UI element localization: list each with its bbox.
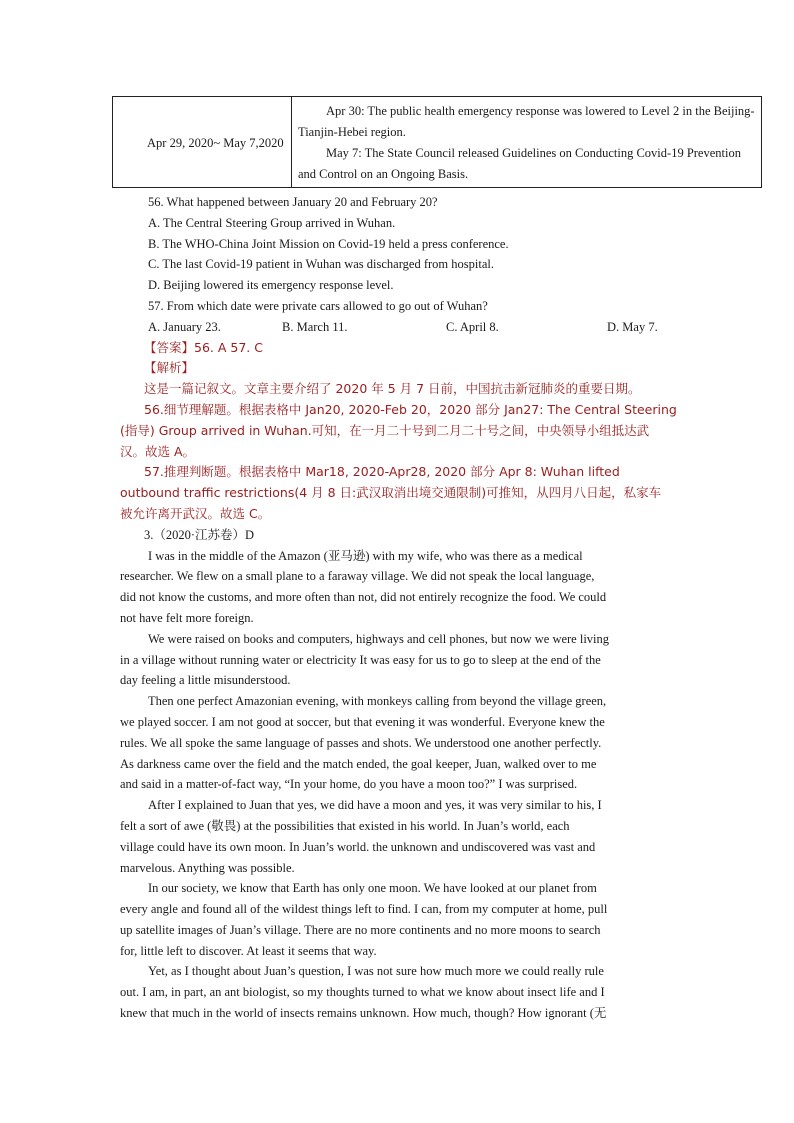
analysis-56: 56.细节理解题。根据表格中 Jan20, 2020-Feb 20，2020 部分 Jan27: The Central Steering bbox=[144, 401, 677, 417]
question-57: 57. From which date were private cars allowed to go out of Wuhan? bbox=[148, 298, 488, 313]
text-line: knew that much in the world of insects remains unknown. How much, though? How ignorant (无 bbox=[120, 1006, 607, 1021]
answer-label: 【答案】56. A 57. C bbox=[144, 339, 263, 355]
text-line: marvelous. Anything was possible. bbox=[120, 860, 295, 875]
analysis-57: outbound traffic restrictions(4 月 8 日:武汉取消出境交通限制)可推知，从四月八日起，私家车 bbox=[120, 485, 662, 501]
text-line: In our society, we know that Earth has only one moon. We have looked at our planet from bbox=[148, 881, 597, 896]
option: A. The Central Steering Group arrived in Wuhan. bbox=[148, 215, 396, 230]
passage-heading: 3.（2020·江苏卷）D bbox=[144, 527, 255, 542]
analysis-label: 【解析】 bbox=[144, 360, 195, 376]
event-entry: Apr 30: The public health emergency response was lowered to Level 2 in the Beijing-Tianjin-Hebei region. bbox=[298, 104, 755, 139]
paragraph bbox=[120, 691, 680, 795]
text-line: As darkness came over the field and the match ended, the goal keeper, Juan, walked over to me bbox=[120, 756, 597, 771]
option: B. The WHO-China Joint Mission on Covid-19 held a press conference. bbox=[148, 236, 509, 251]
events-cell bbox=[292, 97, 762, 188]
text-line: felt a sort of awe (敬畏) at the possibilities that existed in his world. In Juan’s world, each bbox=[120, 818, 570, 833]
text-line: After I explained to Juan that yes, we did have a moon and yes, it was very similar to his, I bbox=[148, 798, 602, 813]
text-line: We were raised on books and computers, highways and cell phones, but now we were living bbox=[148, 631, 610, 646]
text-line: village could have its own moon. In Juan’s world. the unknown and undiscovered was vast and bbox=[120, 839, 596, 854]
analysis-56: (指导) Group arrived in Wuhan.可知，在一月二十号到二月二十号之间，中央领导小组抵达武 bbox=[120, 422, 650, 438]
text-line: and said in a matter-of-fact way, “In your home, do you have a moon too?” I was surprised. bbox=[120, 777, 578, 792]
options-row bbox=[120, 317, 680, 338]
text-line: did not know the customs, and more often than not, did not entirely recognize the food. We could bbox=[120, 590, 607, 605]
text-line: in a village without running water or electricity It was easy for us to go to sleep at the end of the bbox=[120, 652, 601, 667]
option: D. May 7. bbox=[607, 319, 658, 334]
table-row bbox=[113, 97, 762, 188]
timeline-table bbox=[112, 96, 762, 188]
analysis-56: 汉。故选 A。 bbox=[120, 443, 196, 459]
option: C. The last Covid-19 patient in Wuhan was discharged from hospital. bbox=[148, 257, 494, 272]
text-line: Then one perfect Amazonian evening, with monkeys calling from beyond the village green, bbox=[148, 694, 607, 709]
text-line: every angle and found all of the wildest things left to find. I can, from my computer at home, pull bbox=[120, 902, 608, 917]
question-56: 56. What happened between January 20 and February 20? bbox=[148, 195, 438, 209]
event-entry: May 7: The State Council released Guidelines on Conducting Covid-19 Prevention and Control on an Ongoing Basis. bbox=[298, 146, 741, 181]
text-line: not have felt more foreign. bbox=[120, 610, 254, 625]
paragraph bbox=[120, 629, 680, 691]
text-line: up satellite images of Juan’s village. There are no more continents and no more moons to search bbox=[120, 922, 601, 937]
analysis-57: 57.推理判断题。根据表格中 Mar18, 2020-Apr28, 2020 部分 Apr 8: Wuhan lifted bbox=[144, 464, 620, 480]
paragraph bbox=[120, 878, 680, 961]
text-line: out. I am, in part, an ant biologist, so my thoughts turned to what we know about insect life and I bbox=[120, 985, 605, 1000]
analysis-57: 被允许离开武汉。故选 C。 bbox=[120, 505, 271, 521]
paragraph bbox=[120, 795, 680, 878]
text-line: day feeling a little misunderstood. bbox=[120, 673, 291, 688]
text-line: for, little left to discover. At least it seems that way. bbox=[120, 943, 377, 958]
text-line: Yet, as I thought about Juan’s question, I was not sure how much more we could really rule bbox=[148, 964, 604, 979]
text-line: I was in the middle of the Amazon (亚马逊) with my wife, who was there as a medical bbox=[148, 548, 583, 563]
document-body bbox=[120, 192, 680, 1024]
paragraph bbox=[120, 546, 680, 629]
text-line: researcher. We flew on a small plane to a faraway village. We did not speak the local language, bbox=[120, 569, 595, 584]
paragraph bbox=[120, 961, 680, 1023]
text-line: rules. We all spoke the same language of passes and shots. We understood one another perfectly. bbox=[120, 735, 602, 750]
analysis-summary: 这是一篇记叙文。文章主要介绍了 2020 年 5 月 7 日前，中国抗击新冠肺炎的重要日期。 bbox=[144, 381, 641, 397]
option: B. March 11. bbox=[282, 319, 348, 334]
option: C. April 8. bbox=[446, 319, 499, 334]
option: A. January 23. bbox=[148, 319, 221, 334]
text-line: we played soccer. I am not good at soccer, but that evening it was wonderful. Everyone knew the bbox=[120, 714, 605, 729]
option: D. Beijing lowered its emergency response level. bbox=[148, 278, 394, 293]
date-cell: Apr 29, 2020~ May 7,2020 bbox=[113, 97, 292, 188]
